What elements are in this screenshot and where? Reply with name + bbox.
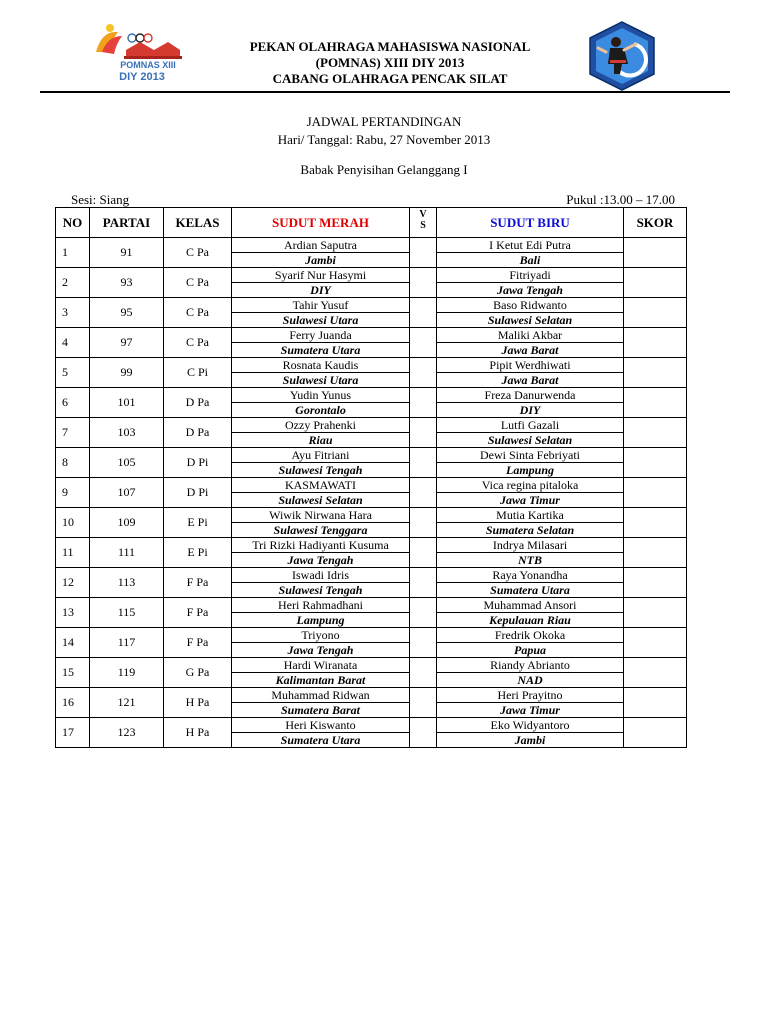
cell-sudut-merah: [232, 688, 410, 718]
biru-athlete-name: Dewi Sinta Febriyati: [437, 448, 623, 463]
cell-no: 7: [56, 418, 90, 448]
cell-partai: 117: [90, 628, 164, 658]
cell-kelas: C Pa: [164, 328, 232, 358]
pomnas-logo: [88, 22, 186, 84]
cell-partai: 119: [90, 658, 164, 688]
cell-skor: [624, 538, 687, 568]
merah-region: Kalimantan Barat: [275, 673, 366, 687]
cell-vs: [410, 478, 437, 508]
merah-region: DIY: [310, 283, 331, 297]
table-row: [56, 628, 687, 658]
cell-partai: 93: [90, 268, 164, 298]
svg-text:DIY 2013: DIY 2013: [119, 71, 165, 83]
cell-vs: [410, 568, 437, 598]
cell-kelas: C Pa: [164, 298, 232, 328]
cell-vs: [410, 418, 437, 448]
cell-partai: 123: [90, 718, 164, 748]
cell-no: 3: [56, 298, 90, 328]
biru-athlete-name: Heri Prayitno: [437, 688, 623, 703]
biru-region: Papua: [513, 643, 546, 657]
cell-vs: [410, 448, 437, 478]
round-title: Babak Penyisihan Gelanggang I: [300, 162, 468, 177]
merah-athlete-name: Ardian Saputra: [232, 238, 409, 253]
biru-athlete-name: Riandy Abrianto: [437, 658, 623, 673]
biru-athlete-name: Maliki Akbar: [437, 328, 623, 343]
cell-vs: [410, 388, 437, 418]
merah-athlete-name: Iswadi Idris: [232, 568, 409, 583]
biru-region: Jawa Tengah: [497, 283, 563, 297]
cell-vs: [410, 718, 437, 748]
biru-athlete-name: Fitriyadi: [437, 268, 623, 283]
merah-region: Jawa Tengah: [287, 553, 354, 567]
biru-region: Jawa Barat: [501, 373, 559, 387]
cell-no: 9: [56, 478, 90, 508]
cell-kelas: D Pa: [164, 388, 232, 418]
cell-sudut-biru: [437, 628, 624, 658]
merah-athlete-name: Heri Rahmadhani: [232, 598, 409, 613]
biru-region: Jawa Barat: [501, 343, 559, 357]
biru-athlete-name: I Ketut Edi Putra: [437, 238, 623, 253]
svg-text:POMNAS XIII: POMNAS XIII: [120, 60, 176, 70]
cell-sudut-biru: [437, 238, 624, 268]
biru-athlete-name: Raya Yonandha: [437, 568, 623, 583]
table-row: [56, 328, 687, 358]
biru-athlete-name: Lutfi Gazali: [437, 418, 623, 433]
cell-skor: [624, 658, 687, 688]
cell-skor: [624, 628, 687, 658]
header-no: NO: [56, 208, 90, 238]
biru-region: Kepulauan Riau: [489, 613, 571, 627]
biru-region: Jawa Timur: [500, 493, 560, 507]
cell-sudut-merah: [232, 718, 410, 748]
biru-athlete-name: Freza Danurwenda: [437, 388, 623, 403]
merah-region: Gorontalo: [295, 403, 346, 417]
cell-partai: 91: [90, 238, 164, 268]
cell-kelas: D Pa: [164, 418, 232, 448]
schedule-date: Hari/ Tanggal: Rabu, 27 November 2013: [277, 132, 491, 147]
cell-vs: [410, 598, 437, 628]
cell-kelas: D Pi: [164, 478, 232, 508]
event-title: PEKAN OLAHRAGA MAHASISWA NASIONAL: [249, 39, 531, 54]
cell-kelas: H Pa: [164, 688, 232, 718]
cell-no: 12: [56, 568, 90, 598]
cell-no: 11: [56, 538, 90, 568]
cell-no: 16: [56, 688, 90, 718]
cell-skor: [624, 358, 687, 388]
cell-skor: [624, 508, 687, 538]
session-label: Sesi: Siang: [71, 192, 130, 207]
cell-no: 1: [56, 238, 90, 268]
cell-kelas: C Pi: [164, 358, 232, 388]
cell-sudut-biru: [437, 658, 624, 688]
merah-region: Sulawesi Tenggara: [273, 523, 368, 537]
table-row: [56, 268, 687, 298]
cell-sudut-merah: [232, 328, 410, 358]
table-row: [56, 238, 687, 268]
biru-athlete-name: Muhammad Ansori: [437, 598, 623, 613]
merah-athlete-name: Ozzy Prahenki: [232, 418, 409, 433]
merah-region: Sulawesi Utara: [282, 373, 359, 387]
cell-no: 2: [56, 268, 90, 298]
cell-sudut-biru: [437, 268, 624, 298]
cell-skor: [624, 298, 687, 328]
merah-region: Riau: [308, 433, 333, 447]
cell-sudut-merah: [232, 388, 410, 418]
table-row: [56, 358, 687, 388]
merah-region: Sulawesi Utara: [282, 313, 359, 327]
table-row: [56, 418, 687, 448]
header-vs: [410, 208, 437, 238]
cell-sudut-biru: [437, 538, 624, 568]
cell-no: 17: [56, 718, 90, 748]
merah-region: Sumatera Utara: [280, 343, 361, 357]
merah-region: Sulawesi Tengah: [278, 463, 363, 477]
biru-region: Sulawesi Selatan: [487, 433, 573, 447]
biru-athlete-name: Mutia Kartika: [437, 508, 623, 523]
cell-kelas: F Pa: [164, 598, 232, 628]
biru-athlete-name: Eko Widyantoro: [437, 718, 623, 733]
merah-region: Sulawesi Tengah: [278, 583, 363, 597]
sport-title: CABANG OLAHRAGA PENCAK SILAT: [272, 71, 508, 86]
cell-partai: 101: [90, 388, 164, 418]
biru-athlete-name: Baso Ridwanto: [437, 298, 623, 313]
biru-region: NTB: [518, 553, 542, 567]
cell-vs: [410, 688, 437, 718]
merah-athlete-name: Ayu Fitriani: [232, 448, 409, 463]
table-row: [56, 538, 687, 568]
cell-partai: 109: [90, 508, 164, 538]
cell-vs: [410, 238, 437, 268]
merah-athlete-name: Triyono: [232, 628, 409, 643]
cell-kelas: H Pa: [164, 718, 232, 748]
cell-skor: [624, 418, 687, 448]
cell-vs: [410, 508, 437, 538]
cell-partai: 113: [90, 568, 164, 598]
cell-kelas: E Pi: [164, 508, 232, 538]
cell-sudut-merah: [232, 358, 410, 388]
merah-athlete-name: Muhammad Ridwan: [232, 688, 409, 703]
cell-sudut-biru: [437, 688, 624, 718]
cell-sudut-merah: [232, 298, 410, 328]
cell-sudut-biru: [437, 508, 624, 538]
merah-athlete-name: Hardi Wiranata: [232, 658, 409, 673]
merah-region: Lampung: [296, 613, 345, 627]
biru-region: Sumatera Selatan: [485, 523, 575, 537]
cell-partai: 111: [90, 538, 164, 568]
cell-no: 13: [56, 598, 90, 628]
cell-skor: [624, 268, 687, 298]
biru-region: Bali: [519, 253, 541, 267]
cell-kelas: F Pa: [164, 628, 232, 658]
cell-sudut-merah: [232, 508, 410, 538]
cell-partai: 107: [90, 478, 164, 508]
cell-no: 4: [56, 328, 90, 358]
biru-region: Lampung: [505, 463, 554, 477]
cell-skor: [624, 688, 687, 718]
table-row: [56, 658, 687, 688]
cell-sudut-merah: [232, 658, 410, 688]
merah-athlete-name: Tri Rizki Hadiyanti Kusuma: [232, 538, 409, 553]
table-row: [56, 508, 687, 538]
event-subtitle: (POMNAS) XIII DIY 2013: [315, 55, 465, 70]
cell-sudut-biru: [437, 568, 624, 598]
cell-skor: [624, 328, 687, 358]
cell-vs: [410, 328, 437, 358]
cell-skor: [624, 448, 687, 478]
cell-sudut-merah: [232, 418, 410, 448]
cell-sudut-biru: [437, 718, 624, 748]
cell-sudut-biru: [437, 298, 624, 328]
merah-region: Sulawesi Selatan: [278, 493, 363, 507]
merah-region: Sumatera Barat: [280, 703, 361, 717]
table-row: [56, 688, 687, 718]
header-vs-bottom: S: [420, 220, 426, 231]
cell-partai: 97: [90, 328, 164, 358]
merah-athlete-name: Rosnata Kaudis: [232, 358, 409, 373]
cell-vs: [410, 538, 437, 568]
cell-sudut-merah: [232, 268, 410, 298]
cell-sudut-biru: [437, 418, 624, 448]
cell-skor: [624, 718, 687, 748]
header-skor: SKOR: [624, 208, 687, 238]
cell-kelas: E Pi: [164, 538, 232, 568]
header-sudut-biru: SUDUT BIRU: [437, 208, 624, 238]
schedule-title: JADWAL PERTANDINGAN: [306, 114, 462, 129]
cell-skor: [624, 388, 687, 418]
cell-sudut-biru: [437, 358, 624, 388]
merah-athlete-name: Wiwik Nirwana Hara: [232, 508, 409, 523]
cell-sudut-merah: [232, 448, 410, 478]
cell-no: 6: [56, 388, 90, 418]
cell-no: 14: [56, 628, 90, 658]
cell-no: 8: [56, 448, 90, 478]
table-row: [56, 448, 687, 478]
biru-region: Jambi: [514, 733, 546, 747]
cell-no: 5: [56, 358, 90, 388]
biru-region: DIY: [519, 403, 541, 417]
cell-partai: 121: [90, 688, 164, 718]
biru-athlete-name: Pipit Werdhiwati: [437, 358, 623, 373]
merah-region: Jawa Tengah: [287, 643, 354, 657]
cell-skor: [624, 238, 687, 268]
header-kelas: KELAS: [164, 208, 232, 238]
header-vs-top: V: [419, 209, 427, 220]
cell-kelas: F Pa: [164, 568, 232, 598]
cell-kelas: G Pa: [164, 658, 232, 688]
cell-no: 15: [56, 658, 90, 688]
cell-partai: 95: [90, 298, 164, 328]
cell-vs: [410, 268, 437, 298]
table-row: [56, 388, 687, 418]
merah-athlete-name: Ferry Juanda: [232, 328, 409, 343]
biru-athlete-name: Vica regina pitaloka: [437, 478, 623, 493]
schedule-table: [55, 207, 687, 748]
cell-kelas: C Pa: [164, 268, 232, 298]
cell-sudut-biru: [437, 448, 624, 478]
header-partai: PARTAI: [90, 208, 164, 238]
merah-athlete-name: Tahir Yusuf: [232, 298, 409, 313]
cell-partai: 103: [90, 418, 164, 448]
cell-no: 10: [56, 508, 90, 538]
cell-sudut-biru: [437, 388, 624, 418]
merah-region: Jambi: [305, 253, 336, 267]
biru-region: NAD: [517, 673, 543, 687]
cell-vs: [410, 358, 437, 388]
merah-athlete-name: Yudin Yunus: [232, 388, 409, 403]
cell-sudut-merah: [232, 568, 410, 598]
cell-sudut-merah: [232, 628, 410, 658]
cell-partai: 99: [90, 358, 164, 388]
table-header-row: [56, 208, 687, 238]
cell-vs: [410, 298, 437, 328]
merah-athlete-name: Heri Kiswanto: [232, 718, 409, 733]
cell-sudut-biru: [437, 598, 624, 628]
biru-athlete-name: Indrya Milasari: [437, 538, 623, 553]
biru-athlete-name: Fredrik Okoka: [437, 628, 623, 643]
cell-sudut-merah: [232, 598, 410, 628]
table-row: [56, 478, 687, 508]
header-divider: [40, 91, 730, 93]
table-row: [56, 298, 687, 328]
biru-region: Jawa Timur: [500, 703, 560, 717]
cell-sudut-biru: [437, 478, 624, 508]
merah-athlete-name: Syarif Nur Hasymi: [232, 268, 409, 283]
cell-sudut-merah: [232, 478, 410, 508]
cell-sudut-merah: [232, 238, 410, 268]
biru-region: Sulawesi Selatan: [487, 313, 573, 327]
cell-kelas: C Pa: [164, 238, 232, 268]
time-label: Pukul :13.00 – 17.00: [566, 192, 675, 207]
cell-partai: 105: [90, 448, 164, 478]
biru-region: Sumatera Utara: [490, 583, 570, 597]
table-row: [56, 718, 687, 748]
cell-skor: [624, 478, 687, 508]
cell-kelas: D Pi: [164, 448, 232, 478]
header-sudut-merah: SUDUT MERAH: [232, 208, 410, 238]
cell-sudut-biru: [437, 328, 624, 358]
cell-skor: [624, 598, 687, 628]
table-row: [56, 598, 687, 628]
cell-sudut-merah: [232, 538, 410, 568]
cell-vs: [410, 658, 437, 688]
cell-vs: [410, 628, 437, 658]
merah-region: Sumatera Utara: [280, 733, 361, 747]
cell-skor: [624, 568, 687, 598]
table-row: [56, 568, 687, 598]
merah-athlete-name: KASMAWATI: [232, 478, 409, 493]
cell-partai: 115: [90, 598, 164, 628]
